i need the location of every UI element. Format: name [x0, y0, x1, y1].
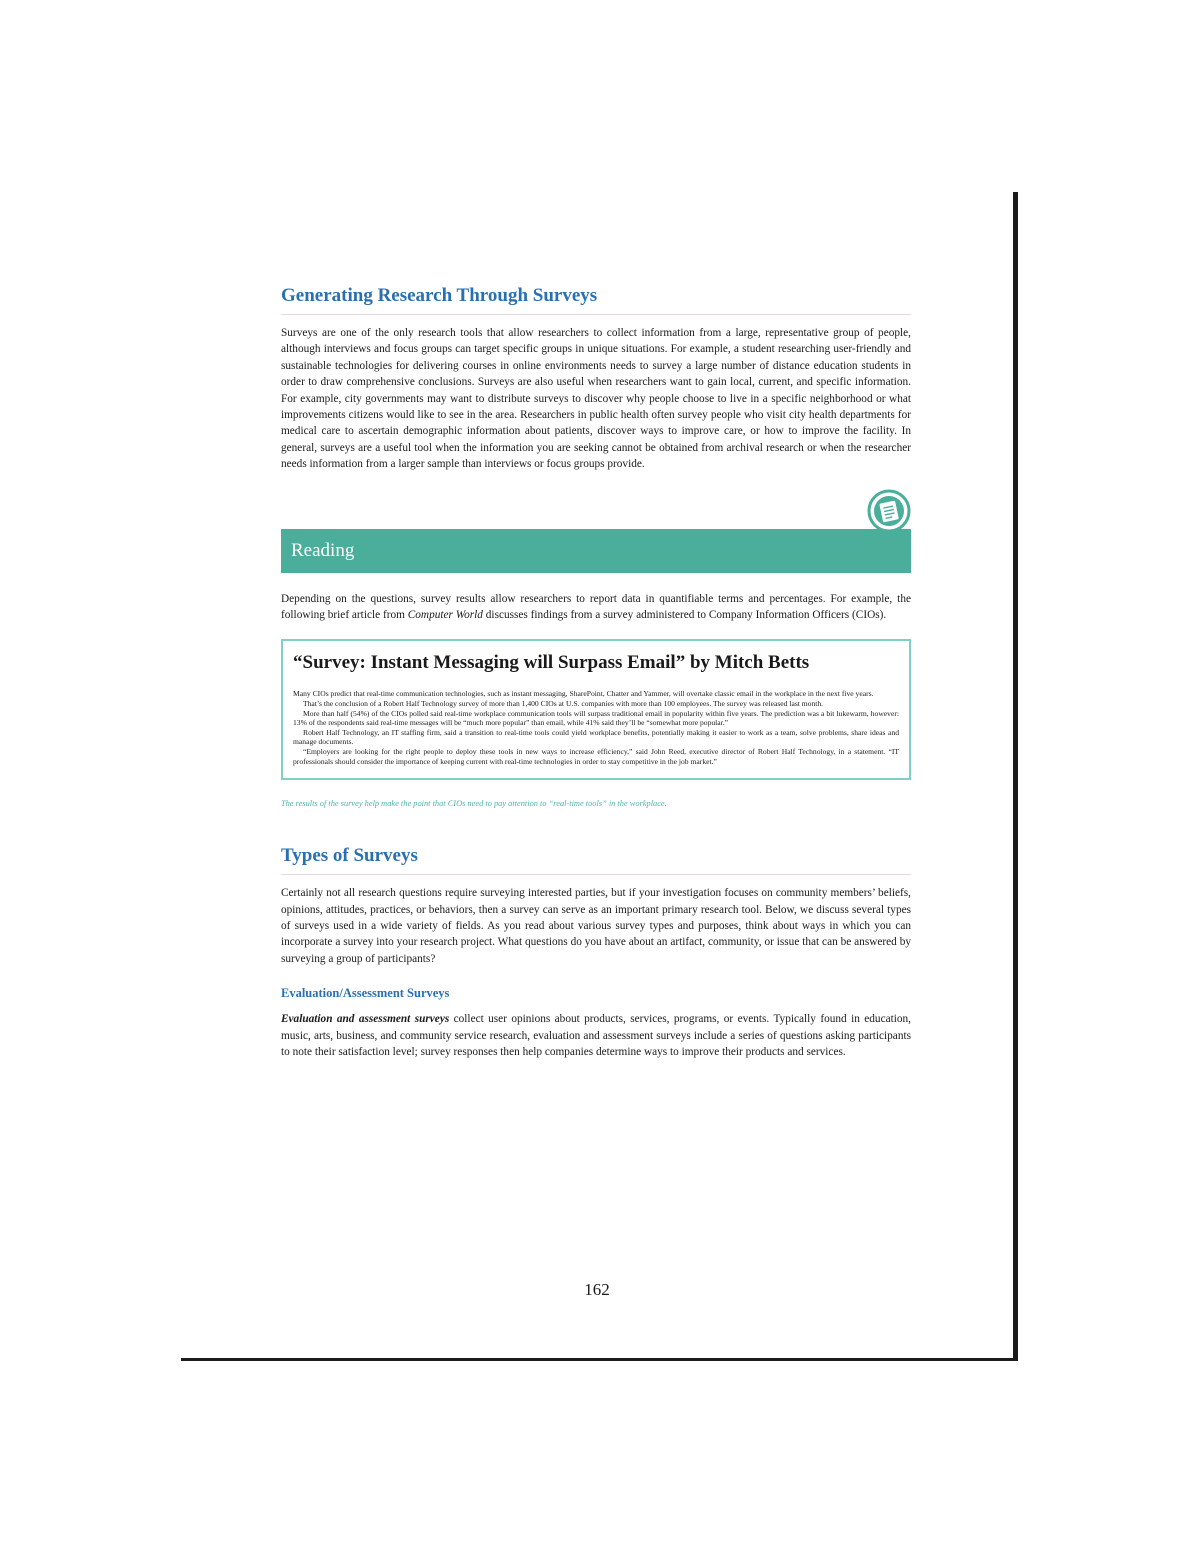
page-number: 162 — [584, 1280, 610, 1299]
section-heading-types-of-surveys: Types of Surveys — [281, 844, 911, 875]
article-paragraph: “Employers are looking for the right people to deploy these tools in new ways to increase efficiency,” said John Reed, executive director of Robert Half Technology, in a statement. “IT professionals should consider the importance of keeping current with real-time technologies in order to stay competitive in the job market.” — [293, 747, 899, 766]
section-heading-generating-research: Generating Research Through Surveys — [281, 284, 911, 315]
document-page — [181, 192, 1018, 1361]
evaluation-lead-term: Evaluation and assessment surveys — [281, 1013, 450, 1026]
reading-banner: Reading — [281, 529, 911, 573]
article-title: “Survey: Instant Messaging will Surpass Email” by Mitch Betts — [293, 652, 810, 674]
reading-intro-after: discusses findings from a survey administered to Company Information Officers (CIOs). — [482, 609, 887, 622]
article-caption: The results of the survey help make the point that CIOs need to pay attention to “real-time tools” in the workplace. — [281, 799, 667, 809]
article-paragraph: That’s the conclusion of a Robert Half Technology survey of more than 1,400 CIOs at U.S. companies with more than 100 employees. The survey was released last month. — [303, 699, 824, 709]
section-paragraph-generating-research: Surveys are one of the only research tools that allow researchers to collect information from a large, representative group of people, although interviews and focus groups can target specific groups in unique situations. For example, a student researching user-friendly and sustainable technologies for delivering courses in online environments needs to survey a large number of distance education students in order to draw comprehensive conclusions. Surveys are also useful when researchers want to gain local, current, and specific information. For example, city governments may want to distribute surveys to discover why people choose to live in a specific neighborhood or what improvements citizens would like to see in the area. Researchers in public health often survey people who visit city health departments for medical care to ascertain demographic information about patients, discover ways to improve care, or how to improve the facility. In general, surveys are a useful tool when the information you are seeking cannot be obtained from archival research or when the researcher needs information from a larger sample than interviews or focus groups provide. — [281, 327, 911, 471]
page-content — [281, 284, 911, 1060]
evaluation-paragraph-rest: collect user opinions about products, services, programs, or events. Typically found in education, music, arts, business, and community service research, evaluation and assessment surveys include a series of questions asking participants to note their satisfaction level; survey responses then help companies determine ways to improve their products and services. — [281, 1013, 912, 1059]
reading-intro-paragraph — [281, 591, 911, 624]
reading-banner-wrap — [281, 529, 911, 573]
section-paragraph-types-of-surveys: Certainly not all research questions require surveying interested parties, but if your investigation focuses on community members’ beliefs, opinions, attitudes, practices, or behaviors, then a survey can serve as an important primary research tool. Below, we discuss several types of surveys used in a wide variety of fields. As you read about various survey types and purposes, think about ways in which you can incorporate a survey into your research project. What questions do you have about an artifact, community, or issue that can be answered by surveying a group of participants? — [281, 887, 911, 965]
book-icon — [867, 489, 911, 533]
reading-intro-source: Computer World — [407, 609, 483, 622]
reading-intro-before: Depending on the questions, survey results allow researchers to report data in quantifiable terms and percentages. For example, the following brief article from — [281, 592, 911, 622]
subheading-evaluation-assessment: Evaluation/Assessment Surveys — [281, 986, 450, 1001]
section-paragraph-evaluation — [281, 1011, 911, 1060]
article-paragraph: Many CIOs predict that real-time communication technologies, such as instant messaging, SharePoint, Chatter and Yammer, will overtake classic email in the workplace in the next five years. — [293, 689, 874, 699]
article-paragraph: More than half (54%) of the CIOs polled said real-time workplace communication tools will surpass traditional email in popularity within five years. The prediction was a bit lukewarm, however: 13% of the respondents said real-time messages will be “much more popular” than email, while 41% said they’ll be “somewhat more popular.” — [293, 708, 899, 728]
article-paragraph: Robert Half Technology, an IT staffing firm, said a transition to real-time tools could yield workplace benefits, potentially making it easier to work as a team, solve problems, share ideas and manage documents. — [293, 727, 899, 747]
article-box — [281, 639, 911, 780]
